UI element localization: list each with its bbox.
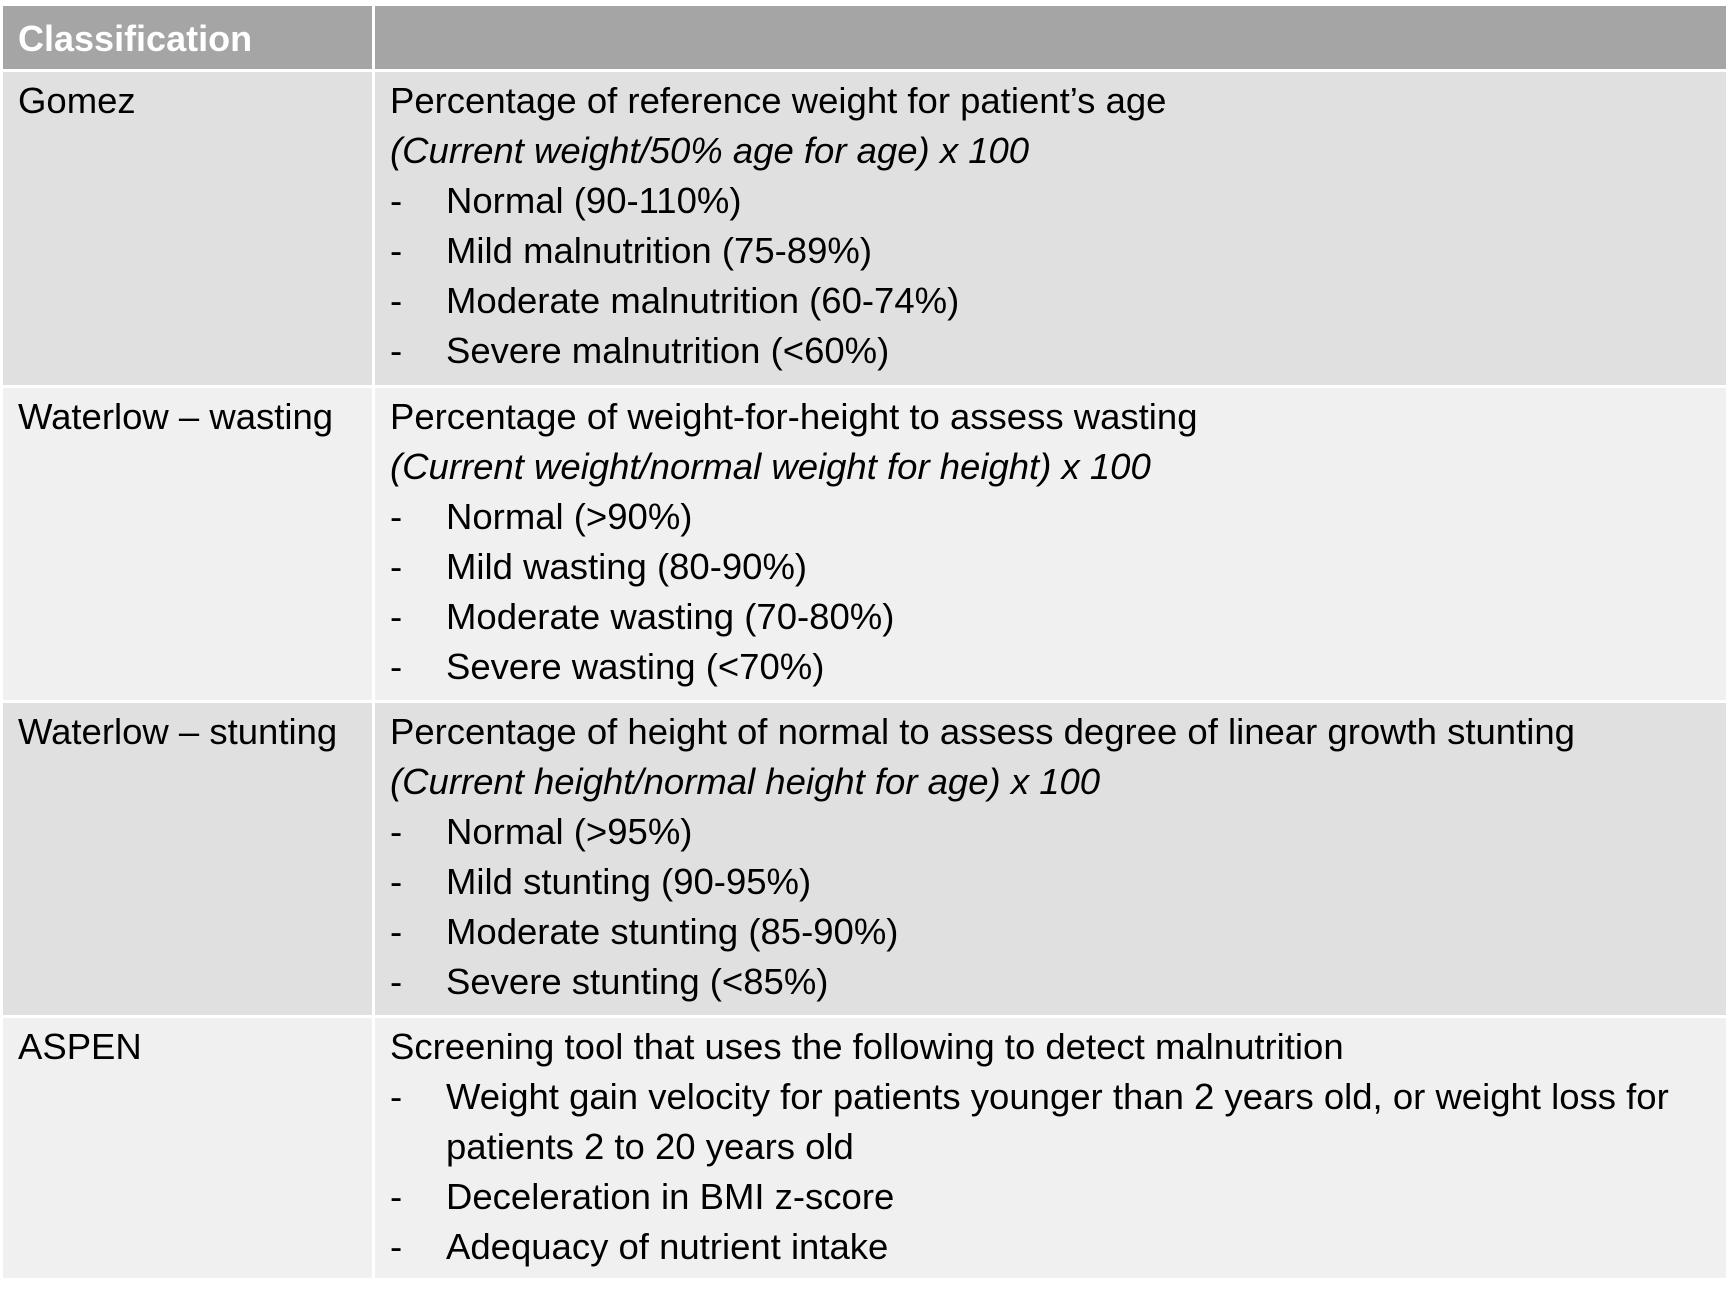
formula-text: (Current height/normal height for age) x 100 xyxy=(390,761,1101,802)
bullet-dash: - xyxy=(390,911,403,952)
description-text: Percentage of reference weight for patient’s age xyxy=(390,80,1167,121)
list-item xyxy=(390,276,1716,326)
list-item xyxy=(390,1222,1716,1272)
list-item xyxy=(390,226,1716,276)
list-item xyxy=(390,1072,1716,1172)
classification-table xyxy=(3,6,1726,1281)
classification-name: ASPEN xyxy=(3,1018,375,1278)
classification-name: Waterlow – wasting xyxy=(3,388,375,700)
bullet-dash: - xyxy=(390,180,403,221)
bullet-dash: - xyxy=(390,546,403,587)
list-item xyxy=(390,1172,1716,1222)
classification-details xyxy=(375,72,1726,385)
formula-text: (Current weight/normal weight for height) x 100 xyxy=(390,446,1151,487)
list-item xyxy=(390,807,1716,857)
bullet-dash: - xyxy=(390,961,403,1002)
classification-details xyxy=(375,703,1726,1015)
list-item-text: Severe malnutrition (<60%) xyxy=(446,330,890,371)
list-item xyxy=(390,176,1716,226)
table-header-row xyxy=(3,6,1726,72)
bullet-dash: - xyxy=(390,1076,403,1117)
table-row-aspen xyxy=(3,1018,1726,1281)
list-item-text: Moderate wasting (70-80%) xyxy=(446,596,895,637)
bullet-dash: - xyxy=(390,1226,403,1267)
list-item-text: Normal (>90%) xyxy=(446,496,693,537)
list-item-text: Severe wasting (<70%) xyxy=(446,646,825,687)
formula-text: (Current weight/50% age for age) x 100 xyxy=(390,130,1030,171)
list-item-text: Moderate malnutrition (60-74%) xyxy=(446,280,960,321)
list-item-text: Deceleration in BMI z-score xyxy=(446,1176,895,1217)
description-text: Percentage of weight-for-height to assess wasting xyxy=(390,396,1198,437)
bullet-dash: - xyxy=(390,330,403,371)
classification-details xyxy=(375,388,1726,700)
list-item-text: Mild stunting (90-95%) xyxy=(446,861,812,902)
list-item xyxy=(390,907,1716,957)
list-item xyxy=(390,492,1716,542)
list-item-text: Mild malnutrition (75-89%) xyxy=(446,230,872,271)
list-item xyxy=(390,592,1716,642)
list-item xyxy=(390,857,1716,907)
bullet-dash: - xyxy=(390,1176,403,1217)
list-item-text: Mild wasting (80-90%) xyxy=(446,546,808,587)
bullet-dash: - xyxy=(390,596,403,637)
table-row-waterlow-stunting xyxy=(3,703,1726,1018)
classification-name: Gomez xyxy=(3,72,375,385)
bullet-dash: - xyxy=(390,861,403,902)
list-item-text: Severe stunting (<85%) xyxy=(446,961,829,1002)
header-classification: Classification xyxy=(3,6,375,69)
bullet-dash: - xyxy=(390,496,403,537)
list-item xyxy=(390,542,1716,592)
description-text: Screening tool that uses the following to detect malnutrition xyxy=(390,1026,1344,1067)
classification-name: Waterlow – stunting xyxy=(3,703,375,1015)
list-item xyxy=(390,326,1716,376)
header-description xyxy=(375,6,1726,69)
bullet-dash: - xyxy=(390,280,403,321)
list-item-text: Weight gain velocity for patients younger than 2 years old, or weight loss for patients 2 to 20 years old xyxy=(446,1076,1669,1167)
classification-details xyxy=(375,1018,1726,1278)
list-item xyxy=(390,957,1716,1007)
list-item-text: Moderate stunting (85-90%) xyxy=(446,911,899,952)
bullet-dash: - xyxy=(390,646,403,687)
list-item-text: Normal (90-110%) xyxy=(446,180,742,221)
list-item xyxy=(390,642,1716,692)
list-item-text: Normal (>95%) xyxy=(446,811,693,852)
list-item-text: Adequacy of nutrient intake xyxy=(446,1226,889,1267)
table-row-waterlow-wasting xyxy=(3,388,1726,703)
table-row-gomez xyxy=(3,72,1726,388)
bullet-dash: - xyxy=(390,811,403,852)
description-text: Percentage of height of normal to assess degree of linear growth stunting xyxy=(390,711,1575,752)
bullet-dash: - xyxy=(390,230,403,271)
